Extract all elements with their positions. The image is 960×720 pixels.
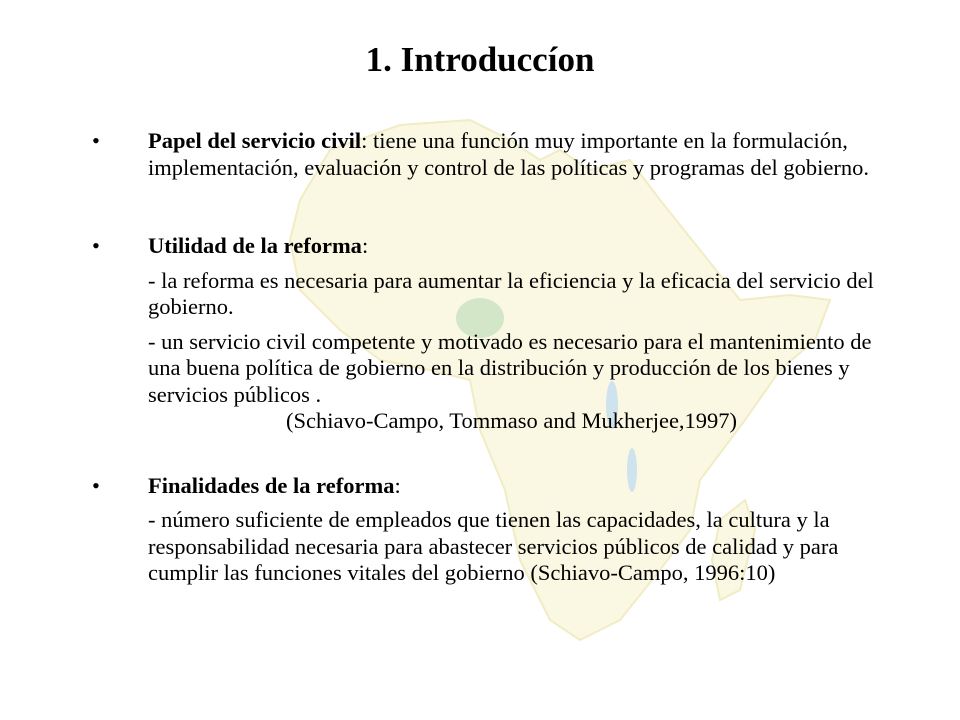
bullet-icon: • [92,128,100,153]
heading-separator: : [361,128,373,153]
sub-item-servicio-competente [92,329,892,435]
slide-title: 1. Introduccíon [365,40,595,79]
sub-item-eficiencia: - la reforma es necesaria para aumentar la eficiencia y la eficacia del servicio del gobierno. [148,267,874,319]
bullet-icon: • [92,472,100,498]
sub-item-text: - un servicio civil competente y motivado es necesario para el mantenimiento de una buena política de gobierno en la distribución y producción de los bienes y servicios públicos . [148,328,872,407]
bullet-heading: Utilidad de la reforma [148,233,362,258]
citation: (Schiavo-Campo, Tommaso and Mukherjee,1997) [286,408,738,433]
slide-body [92,128,892,595]
bullet-heading: Papel del servicio civil [148,128,362,153]
bullet-icon: • [92,233,100,258]
bullet-heading: Finalidades de la reforma [148,472,395,498]
bullet-text: tiene una función muy importante en la formulación, implementación, evaluación y control de las políticas y programas del gobierno. [148,128,870,180]
heading-separator: : [394,472,401,498]
sub-item-numero-empleados: - número suficiente de empleados que tienen las capacidades, la cultura y la responsabilidad necesaria para abastecer servicios públicos de calidad y para cumplir las funciones vitales del gobierno (Schiavo-Campo, 1996:10) [148,507,839,585]
heading-separator: : [361,233,369,258]
bullet-papel-servicio-civil [92,128,892,181]
bullet-utilidad-reforma [92,233,892,260]
bullet-finalidades-reforma [92,473,892,500]
